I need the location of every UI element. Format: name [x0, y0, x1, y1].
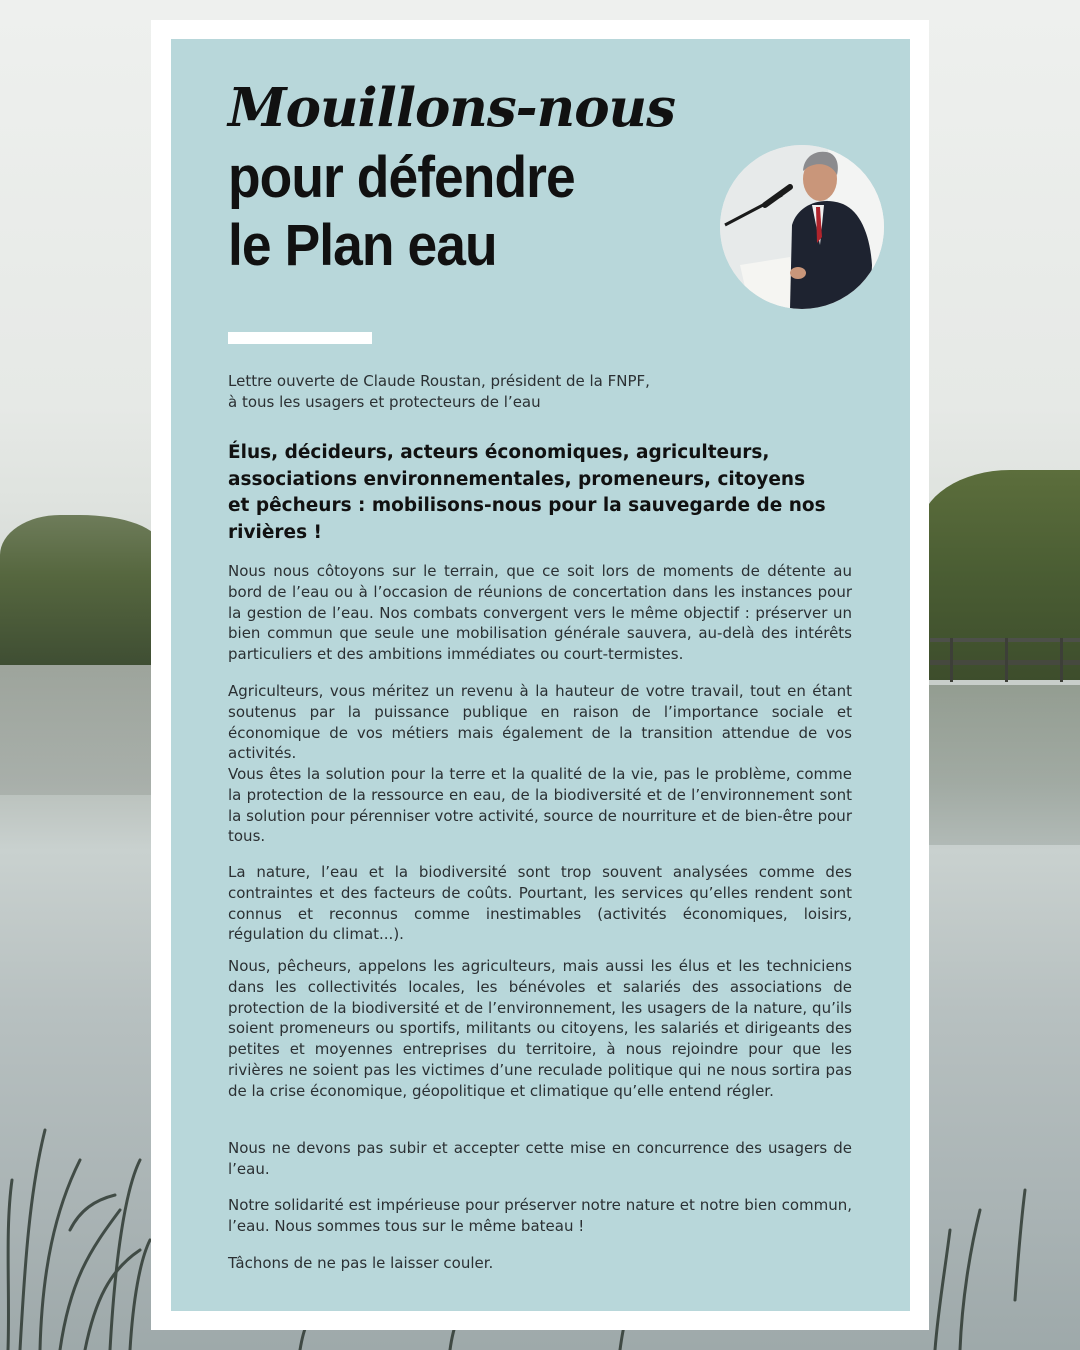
water-reflection-left: [0, 665, 160, 795]
body-paragraph-2: Agriculteurs, vous méritez un revenu à la hauteur de votre travail, tout en étant soutenus par la puissance publique en raison de l’importance sociale et économique de vos métiers mais également de la transition attendue de vos activités.: [228, 682, 852, 763]
intro-byline: [228, 371, 848, 413]
wooden-dock: [930, 630, 1080, 682]
body-paragraph-7: Notre solidarité est impérieuse pour préserver notre nature et notre bien commun, l’eau. Nous sommes tous sur le même bateau !: [228, 1196, 852, 1235]
body-paragraph-5: Nous, pêcheurs, appelons les agriculteurs, mais aussi les élus et les techniciens dans les collectivités locales, les bénévoles et salariés des associations de protection de la biodiversité et de l’environnement, les usagers de la nature, qu’ils soient promeneurs ou sportifs, militants ou citoyens, les salariés et dirigeants des petites et moyennes entreprises du territoire, à nous rejoindre pour que les rivières ne soient pas les victimes d’une reculade politique qui ne nous sortira pas de la crise économique, géopolitique et climatique qu’elle entend régler.: [228, 957, 852, 1100]
decorative-rule: [228, 332, 372, 344]
body-paragraph-8: Tâchons de ne pas le laisser couler.: [228, 1254, 494, 1272]
page-title: [228, 72, 698, 280]
treeline-left: [0, 515, 160, 665]
body-paragraph-6: Nous ne devons pas subir et accepter cette mise en concurrence des usagers de l’eau.: [228, 1139, 852, 1178]
lead-paragraph: Élus, décideurs, acteurs économiques, agriculteurs, associations environnementales, promeneurs, citoyens et pêcheurs : mobilisons-nous pour la sauvegarde de nos rivières !: [228, 442, 826, 543]
speaker-portrait-illustration: [720, 145, 884, 309]
intro-line-2: à tous les usagers et protecteurs de l’eau: [228, 393, 541, 411]
intro-line-1: Lettre ouverte de Claude Roustan, président de la FNPF,: [228, 372, 650, 390]
water-reflection-right: [920, 685, 1080, 845]
title-line-3: le Plan eau: [228, 213, 497, 278]
body-paragraph-4: La nature, l’eau et la biodiversité sont trop souvent analysées comme des contraintes et des facteurs de coûts. Pourtant, les services qu’elles rendent sont connus et reconnus comme inestimables (activités économiques, loisirs, régulation du climat...).: [228, 863, 852, 944]
title-line-1: Mouillons-nous: [228, 77, 675, 139]
body-paragraph-3: Vous êtes la solution pour la terre et la qualité de la vie, pas le problème, comme la protection de la ressource en eau, de la biodiversité et de l’environnement sont la solution pour pérenniser votre activité, source de nourriture et de bien-être pour tous.: [228, 765, 852, 846]
title-line-2: pour défendre: [228, 145, 575, 210]
speaker-portrait: [720, 145, 884, 309]
body-paragraph-1: Nous nous côtoyons sur le terrain, que ce soit lors de moments de détente au bord de l’eau ou à l’occasion de réunions de concertation dans les instances pour la gestion de l’eau. Nos combats convergent vers le même objectif : préserver un bien commun que seule une mobilisation générale sauvera, au-delà des intérêts particuliers et des ambitions immédiates ou court-termistes.: [228, 562, 852, 664]
